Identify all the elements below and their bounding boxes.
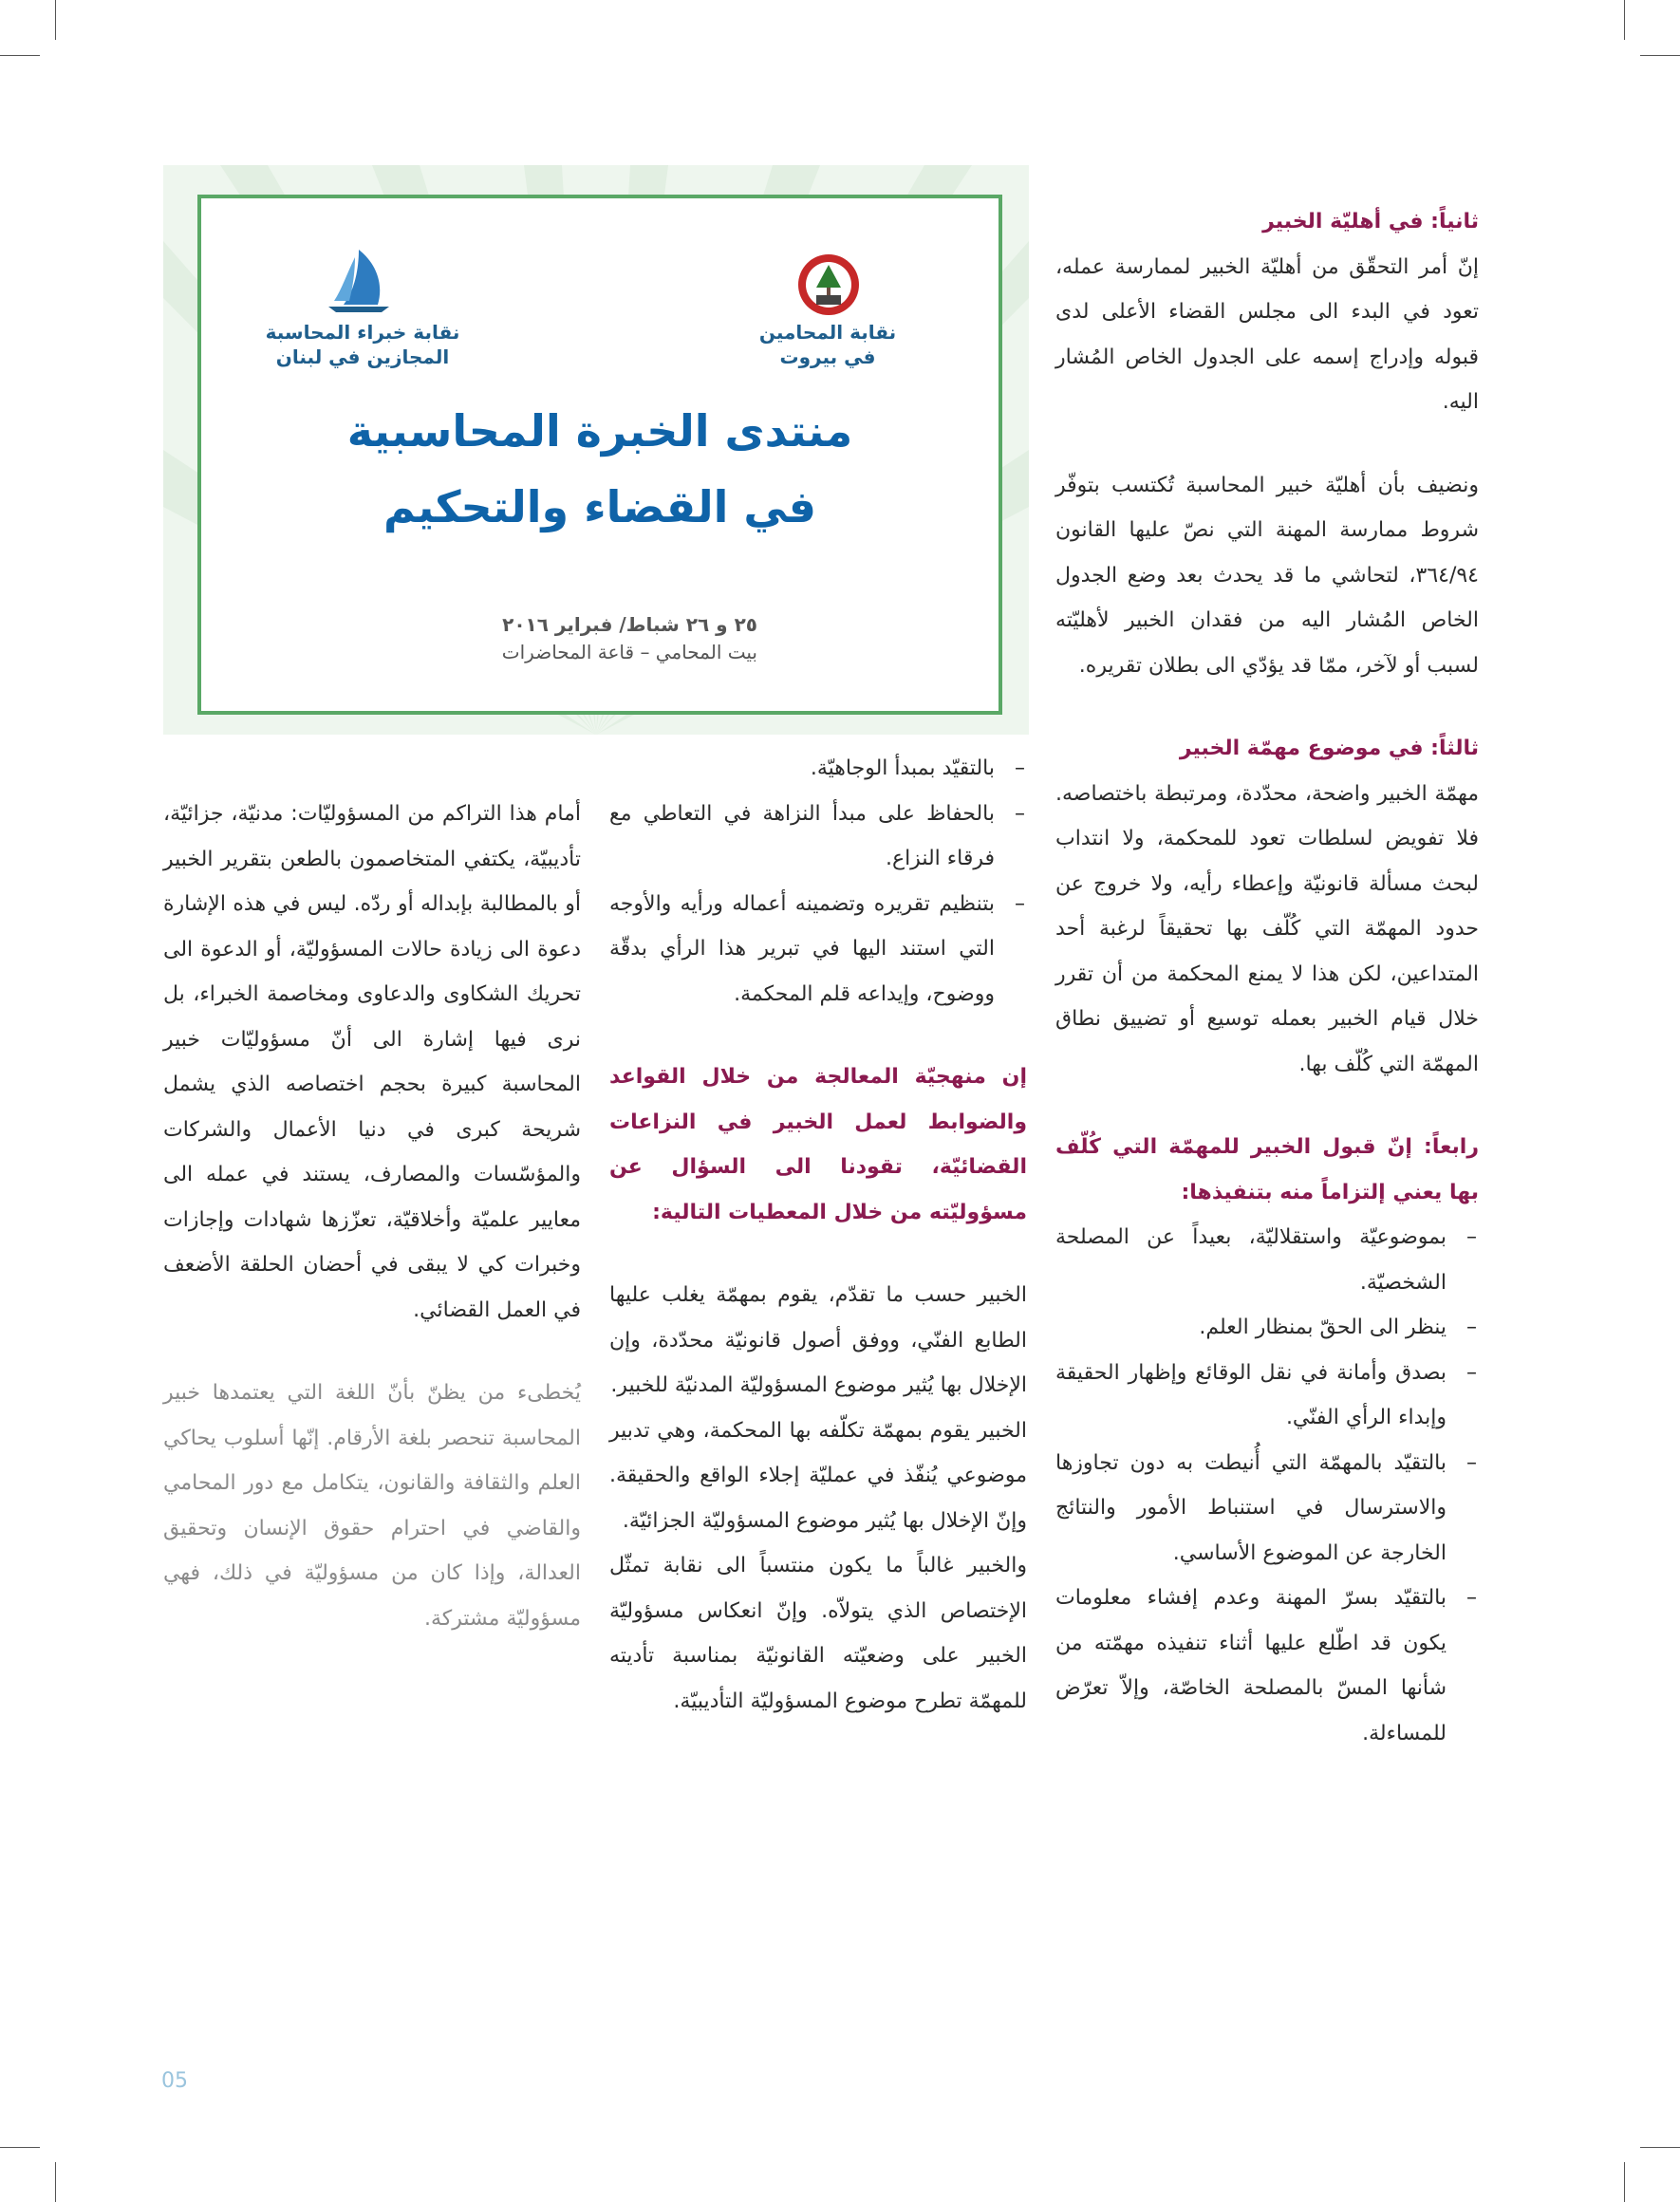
crop-mark-bottom-left-h: [0, 2147, 40, 2148]
sail-logo-icon: [321, 248, 397, 314]
list-item: – بموضوعيّة واستقلاليّة، بعيداً عن المصلحة الشخصيّة.: [1055, 1215, 1479, 1305]
page-number: 05: [161, 2069, 188, 2093]
poster-venue: بيت المحامي – قاعة المحاضرات: [501, 641, 757, 663]
org-right-line1: نقابة المحامين: [758, 321, 897, 344]
cedar-seal-logo-icon: [795, 252, 862, 318]
list-item: – بالتقيّد بمبدأ الوجاهيّة.: [609, 746, 1027, 792]
poster-date: ٢٥ و ٢٦ شباط/ فبراير ٢٠١٦: [502, 613, 757, 636]
obligations-list-continued: [609, 746, 1027, 1017]
list-item: – بالحفاظ على مبدأ النزاهة في التعاطي مع فرقاء النزاع.: [609, 792, 1027, 882]
column-middle: [609, 746, 1027, 1724]
methodology-subheading: إن منهجيّة المعالجة من خلال القواعد والضوابط لعمل الخبير في النزاعات القضائيّة، تقودنا الى السؤال عن مسؤوليّته من خلال المعطيات التالية:: [609, 1065, 1027, 1224]
org-left-line1: نقابة خبراء المحاسبة: [265, 321, 460, 344]
paragraph: إنّ أمر التحقّق من أهليّة الخبير لممارسة عمله، تعود في البدء الى مجلس القضاء الأعلى لدى قبوله وإدراج إسمه على الجدول الخاص المُشار اليه.: [1055, 254, 1479, 414]
event-poster: [197, 195, 1002, 715]
list-item: – بالتقيّد بسرّ المهنة وعدم إفشاء معلومات يكون قد اطّلع عليها أثناء تنفيذه مهمّته من شأنها المسّ بالمصلحة الخاصّة، وإلاّ تعرّض للمساءلة.: [1055, 1576, 1479, 1756]
list-item: – ينظر الى الحقّ بمنظار العلم.: [1055, 1305, 1479, 1351]
column-right: [1055, 199, 1479, 1756]
org-right-line2: في بيروت: [779, 345, 876, 368]
obligations-list: [1055, 1215, 1479, 1756]
crop-mark-top-right-h: [1640, 55, 1680, 56]
org-right-name: [733, 320, 923, 369]
list-item: – بصدق وأمانة في نقل الوقائع وإظهار الحقيقة وإبداء الرأي الفنّي.: [1055, 1351, 1479, 1441]
poster-title-line1: منتدى الخبرة المحاسبية: [346, 405, 853, 457]
paragraph: ونضيف بأن أهليّة خبير المحاسبة تُكتسب بتوفّر شروط ممارسة المهنة التي نصّ عليها القانون ٣٦٤/٩٤، لتحاشي ما قد يحدث بعد وضع الجدول الخاص المُشار اليه من فقدان الخبير لأهليّته لسبب أو لآخر، ممّا قد يؤدّي الى بطلان تقريره.: [1055, 473, 1479, 678]
poster-title-line2: في القضاء والتحكيم: [383, 481, 817, 532]
list-item: – بالتقيّد بالمهمّة التي أُنيطت به دون تجاوزها والاسترسال في استنباط الأمور والنتائج الخارجة عن الموضوع الأساسي.: [1055, 1441, 1479, 1577]
crop-mark-bottom-left-v: [55, 2162, 56, 2202]
paragraph: والخبير غالباً ما يكون منتسباً الى نقابة تمثّل الإختصاص الذي يتولاّه. وإنّ انعكاس مسؤوليّة الخبير على وضعيّته القانونيّة بمناسبة تأديته للمهمّة تطرح موضوع المسؤوليّة التأديبيّة.: [609, 1554, 1027, 1713]
closing-paragraph: يُخطىء من يظنّ بأنّ اللغة التي يعتمدها خبير المحاسبة تنحصر بلغة الأرقام. إنّها أسلوب يحاكي العلم والثقافة والقانون، يتكامل مع دور المحامي والقاضي في احترام حقوق الإنسان وتحقيق العدالة، وإذا كان من مسؤوليّة في ذلك، فهي مسؤوليّة مشتركة.: [163, 1381, 581, 1631]
org-left-name: [258, 320, 467, 369]
crop-mark-top-left-h: [0, 55, 40, 56]
paragraph: مهمّة الخبير واضحة، محدّدة، ومرتبطة باختصاصه. فلا تفويض لسلطات تعود للمحكمة، ولا انتداب لبحث مسألة قانونيّة وإعطاء رأيه، ولا خروج عن حدود المهمّة التي كُلّف بها تحقيقاً لرغبة أحد المتداعين، لكن هذا لا يمنع المحكمة من أن تقرر خلال قيام الخبير بعمله توسيع أو تضييق نطاق المهمّة التي كُلّف بها.: [1055, 781, 1479, 1076]
list-item: – بتنظيم تقريره وتضمينه أعماله ورأيه والأوجه التي استند اليها في تبرير هذا الرأي بدقّة ووضوح، وإيداعه قلم المحكمة.: [609, 882, 1027, 1017]
crop-mark-top-right-v: [1624, 0, 1625, 40]
paragraph: الخبير حسب ما تقدّم، يقوم بمهمّة يغلب عليها الطابع الفنّي، ووفق أصول قانونيّة محدّدة، وإن الإخلال بها يُثير موضوع المسؤوليّة المدنيّة للخبير.: [609, 1283, 1027, 1397]
crop-mark-top-left-v: [55, 0, 56, 40]
section-heading-4: رابعاً: إنّ قبول الخبير للمهمّة التي كُلّف بها يعني إلتزاماً منه بتنفيذها:: [1055, 1135, 1479, 1204]
crop-mark-bottom-right-v: [1624, 2162, 1625, 2202]
crop-mark-bottom-right-h: [1640, 2147, 1680, 2148]
section-heading-3: ثالثاً: في موضوع مهمّة الخبير: [1179, 737, 1479, 760]
column-left: [163, 792, 581, 1641]
poster-date-venue: [502, 611, 757, 666]
org-left-line2: المجازين في لبنان: [275, 345, 450, 368]
paragraph: أمام هذا التراكم من المسؤوليّات: مدنيّة، جزائيّة، تأديبيّة، يكتفي المتخاصمون بالطعن بتقرير الخبير أو بالمطالبة بإبداله أو ردّه. ليس في هذه الإشارة دعوة الى زيادة حالات المسؤوليّة، أو الدعوة الى تحريك الشكاوى والدعاوى ومخاصمة الخبراء، بل نرى فيها إشارة الى أنّ مسؤوليّات خبير المحاسبة كبيرة بحجم اختصاصه الذي يشمل شريحة كبرى في دنيا الأعمال والشركات والمؤسّسات والمصارف، يستند في عمله الى معايير علميّة وأخلاقيّة، تعزّزها شهادات وإجازات وخبرات كي لا يبقى في أحضان الحلقة الأضعف في العمل القضائي.: [163, 802, 581, 1322]
paragraph: الخبير يقوم بمهمّة تكلّفه بها المحكمة، وهي تدبير موضوعي يُنفّذ في عمليّة إجلاء الواقع والحقيقة. وإنّ الإخلال بها يُثير موضوع المسؤوليّة الجزائيّة.: [609, 1418, 1027, 1533]
section-heading-2: ثانياً: في أهليّة الخبير: [1262, 210, 1479, 233]
